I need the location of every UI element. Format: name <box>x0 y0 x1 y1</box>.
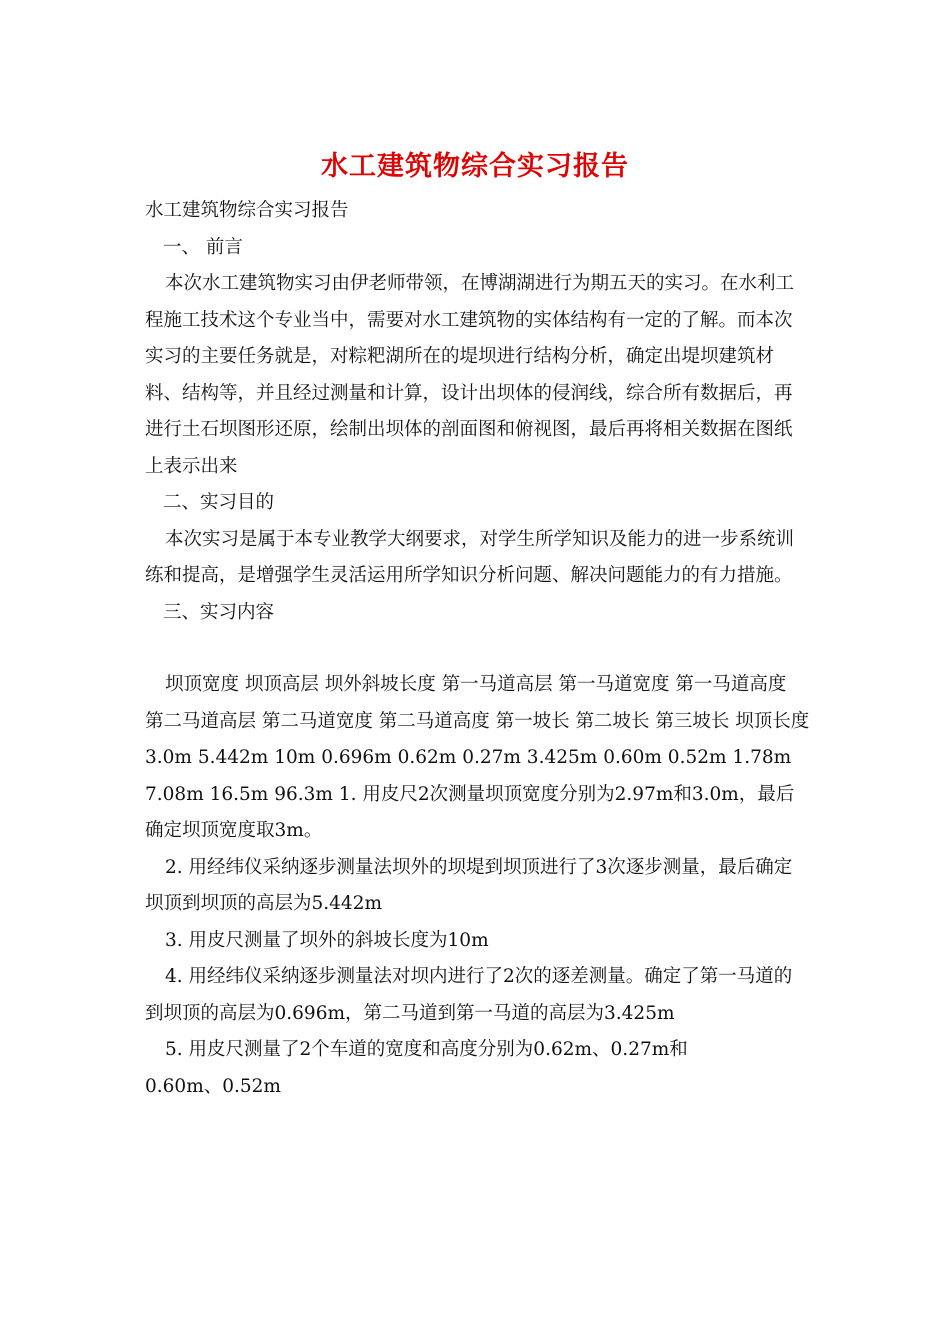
list-item-5: 5. 用皮尺测量了2个车道的宽度和高度分别为0.62m、0.27m和 <box>165 1039 688 1060</box>
subtitle: 水工建筑物综合实习报告 <box>145 200 349 221</box>
list-item-4: 4. 用经纬仪采纳逐步测量法对坝内进行了2次的逐差测量。确定了第一马道的到坝顶的高层为0.696m，第二马道到第一马道的高层为3.425m <box>145 966 793 1024</box>
list-item-2: 2. 用经纬仪采纳逐步测量法坝外的坝堤到坝顶进行了3次逐步测量，最后确定坝顶到坝顶的高层为5.442m <box>145 856 793 914</box>
document-body <box>145 193 810 1105</box>
section-heading-purpose: 二、实习目的 <box>163 492 275 513</box>
paragraph-preface: 本次水工建筑物实习由伊老师带领，在博湖湖进行为期五天的实习。在水利工程施工技术这个专业当中，需要对水工建筑物的实体结构有一定的了解。而本次实习的主要任务就是，对粽粑湖所在的堤坝进行结构分析，确定出堤坝建筑材料、结构等，并且经过测量和计算，设计出坝体的侵润线，综合所有数据后，再进行土石坝图形还原，绘制出坝体的剖面图和俯视图，最后再将相关数据在图纸上表示出来 <box>145 273 795 477</box>
document-title: 水工建筑物综合实习报告 <box>321 151 629 182</box>
section-heading-content: 三、实习内容 <box>163 601 275 623</box>
list-item-3: 3. 用皮尺测量了坝外的斜坡长度为10m <box>165 929 489 951</box>
paragraph-measurements: 坝顶宽度 坝顶高层 坝外斜坡长度 第一马道高层 第一马道宽度 第一马道高度 第二马道高层 第二马道宽度 第二马道高度 第一坡长 第二坡长 第三坡长 坝顶长度 3.0m 5.442m 10m 0.696m 0.62m 0.27m 3.425m 0.60m 0.52m 1.78m 7.08m 16.5m 96.3m 1. 用皮尺2次测量坝顶宽度分别为2.97m和3.0m，最后确定坝顶宽度取3m。 <box>145 674 810 841</box>
section-heading-preface: 一、 前言 <box>163 236 243 258</box>
blank-line <box>145 631 810 667</box>
paragraph-purpose: 本次实习是属于本专业教学大纲要求，对学生所学知识及能力的进一步系统训练和提高，是增强学生灵活运用所学知识分析问题、解决问题能力的有力措施。 <box>145 528 795 586</box>
list-item-5-continuation: 0.60m、0.52m <box>145 1075 281 1097</box>
